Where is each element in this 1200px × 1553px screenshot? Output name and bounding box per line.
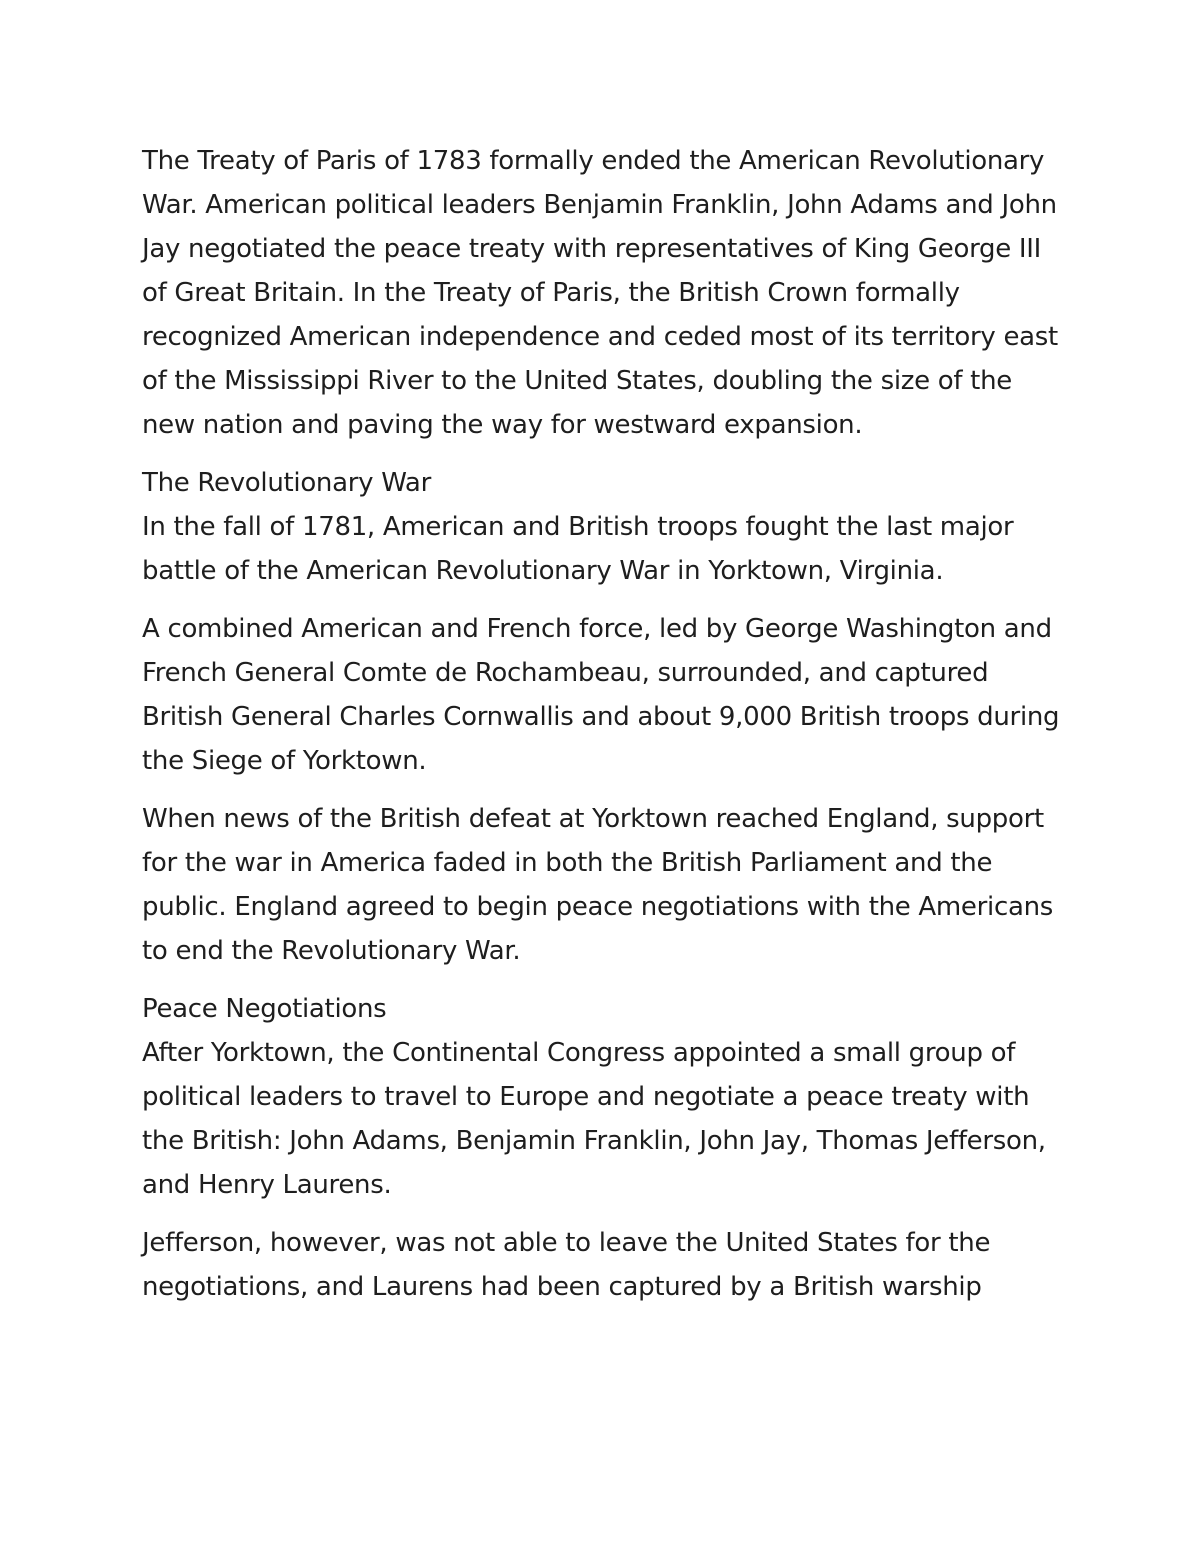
- paragraph: [142, 797, 1067, 973]
- paragraph: [142, 987, 1067, 1207]
- paragraph-text: After Yorktown, the Continental Congress appointed a small group of political leaders to travel to Europe and negotiate a peace treaty with the British: John Adams, Benjamin Franklin, John Jay, Thomas Jefferson, and Henry Laurens.: [142, 1038, 1046, 1200]
- paragraph: [142, 461, 1067, 593]
- section-heading: The Revolutionary War: [142, 468, 431, 498]
- paragraph-text: The Treaty of Paris of 1783 formally ended the American Revolutionary War. American political leaders Benjamin Franklin, John Adams and John Jay negotiated the peace treaty with representatives of King George III of Great Britain. In the Treaty of Paris, the British Crown formally recognized American independence and ceded most of its territory east of the Mississippi River to the United States, doubling the size of the new nation and paving the way for westward expansion.: [142, 146, 1058, 440]
- paragraph-text: Jefferson, however, was not able to leave the United States for the negotiations, and Laurens had been captured by a British warship: [142, 1228, 991, 1302]
- document-body: [142, 139, 1067, 1323]
- paragraph-text: When news of the British defeat at Yorktown reached England, support for the war in America faded in both the British Parliament and the public. England agreed to begin peace negotiations with the Americans to end the Revolutionary War.: [142, 804, 1053, 966]
- paragraph-text: A combined American and French force, led by George Washington and French General Comte de Rochambeau, surrounded, and captured British General Charles Cornwallis and about 9,000 British troops during the Siege of Yorktown.: [142, 614, 1060, 776]
- paragraph: [142, 607, 1067, 783]
- paragraph: [142, 139, 1067, 447]
- paragraph: [142, 1221, 1067, 1309]
- paragraph-text: In the fall of 1781, American and British troops fought the last major battle of the American Revolutionary War in Yorktown, Virginia.: [142, 512, 1014, 586]
- section-heading: Peace Negotiations: [142, 994, 387, 1024]
